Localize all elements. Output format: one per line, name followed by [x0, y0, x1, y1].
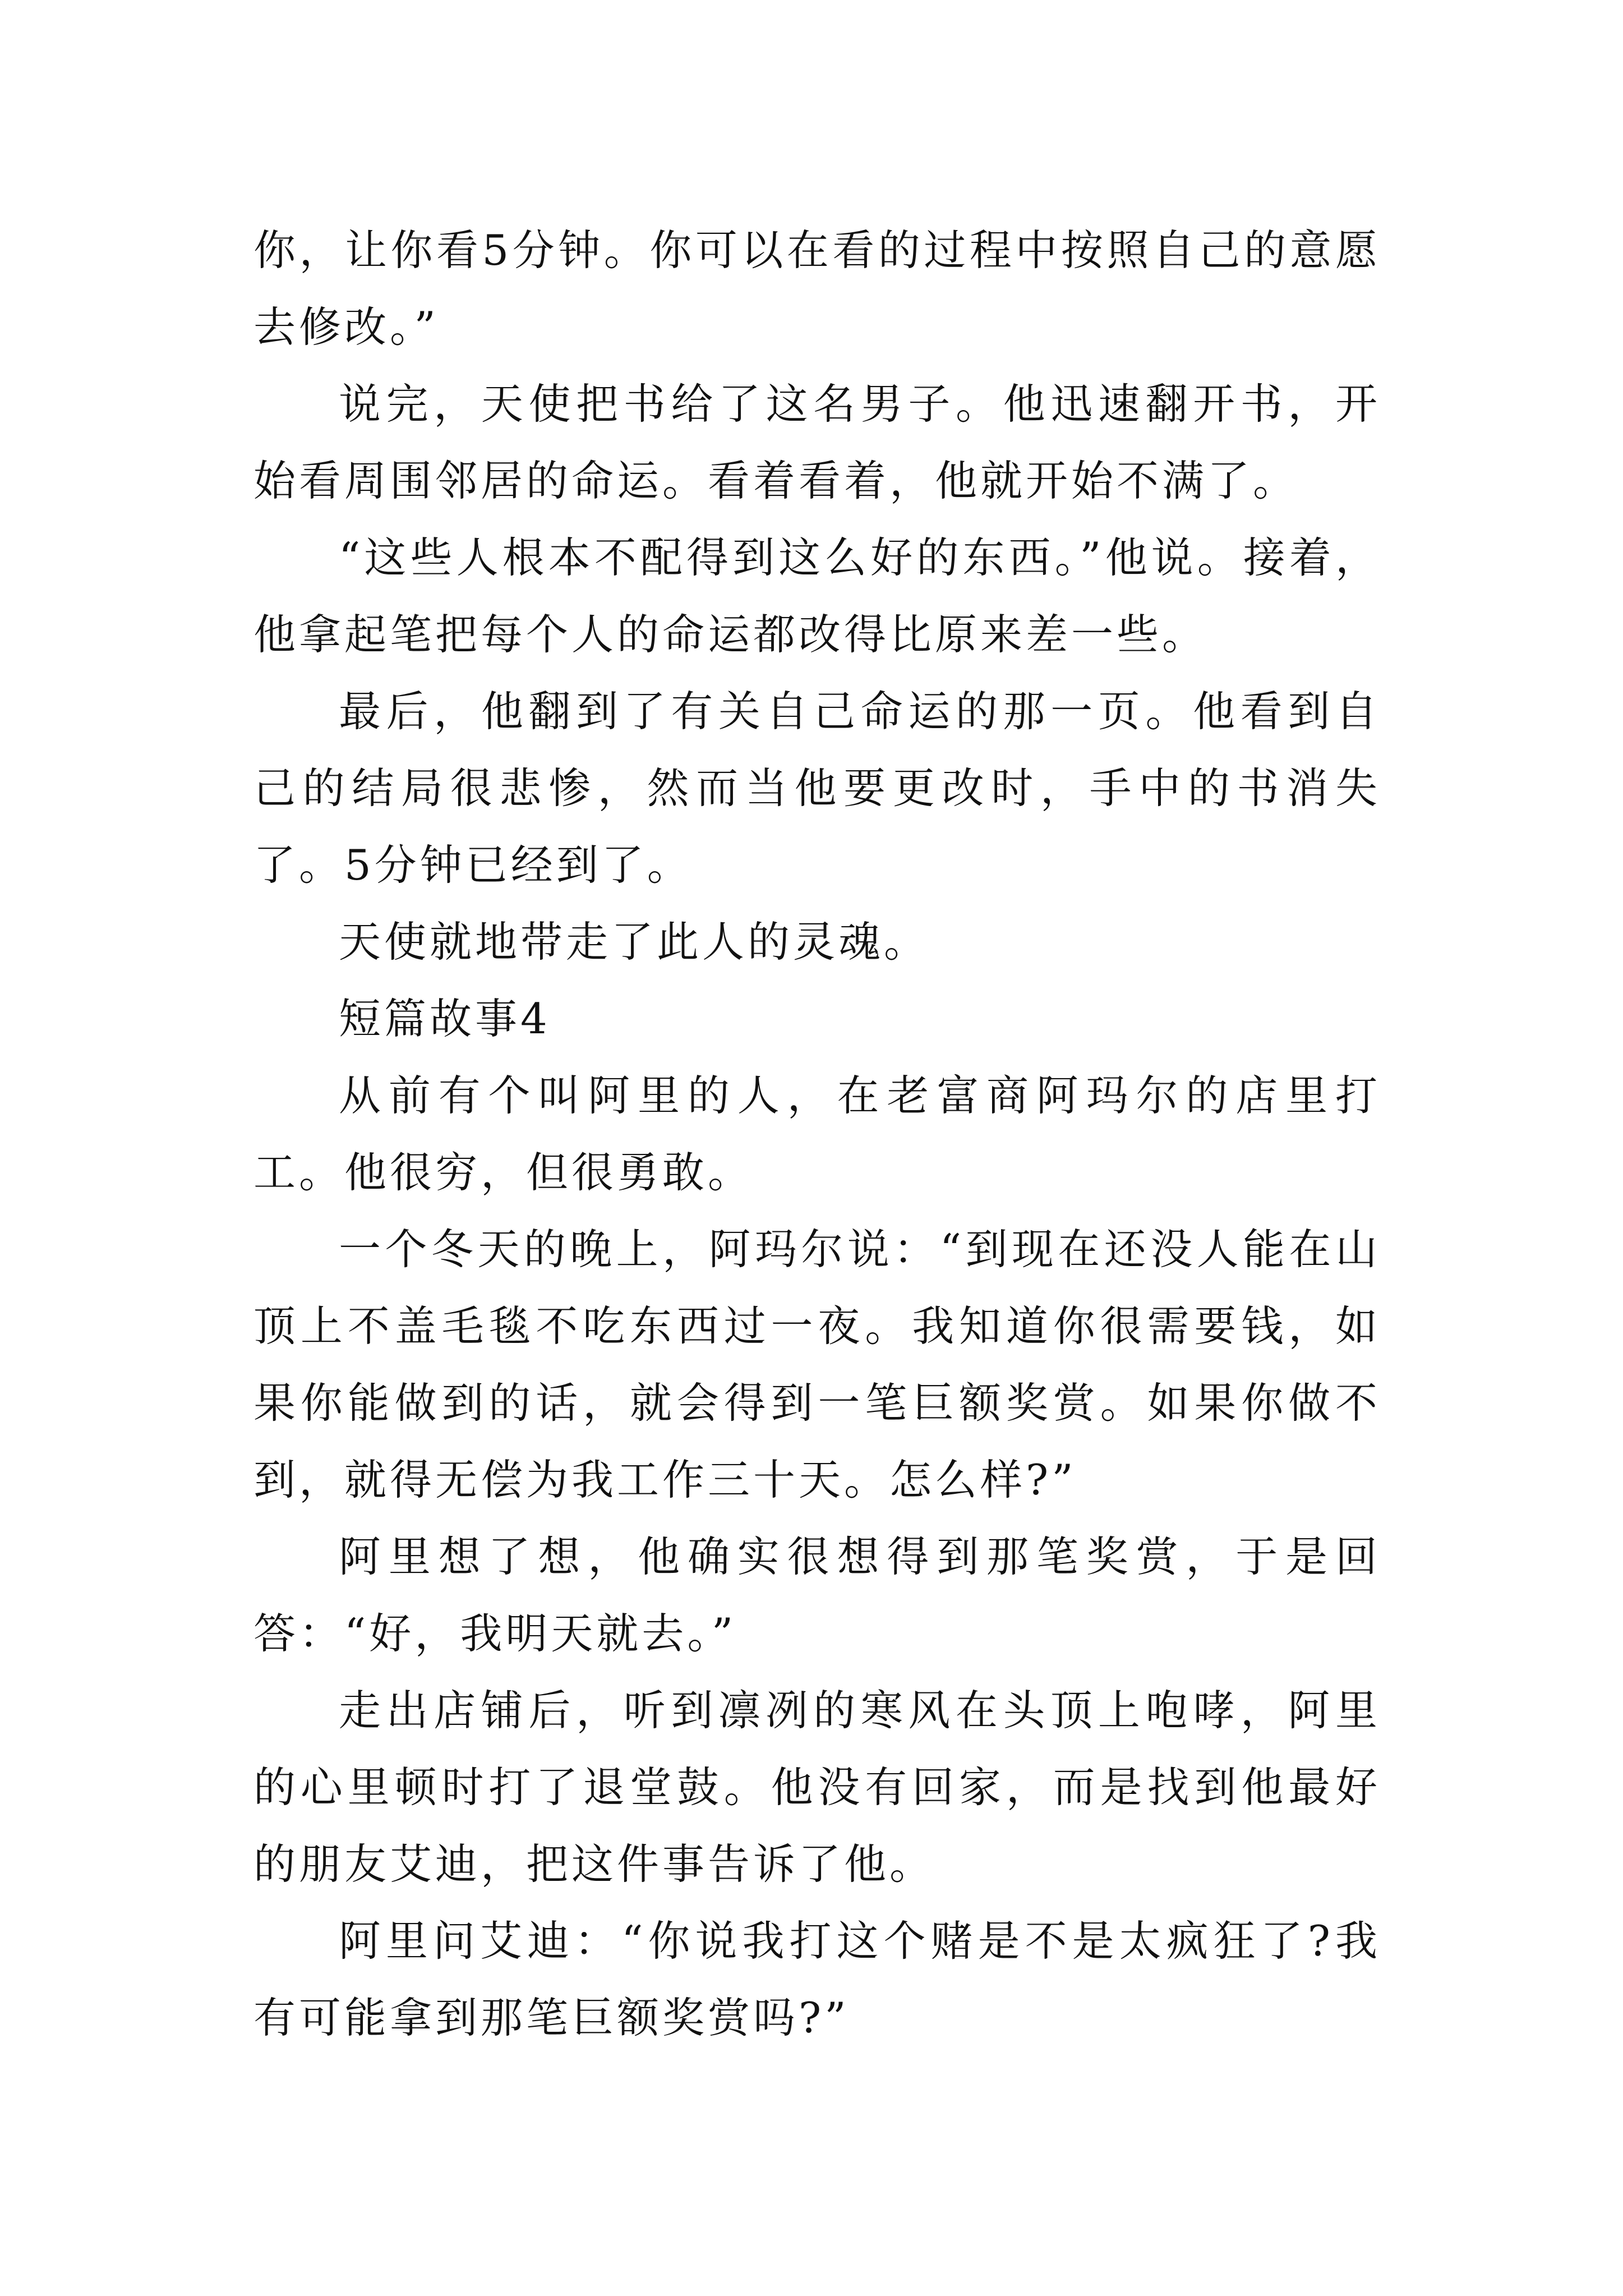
paragraph-7: 从前有个叫阿里的人，在老富商阿玛尔的店里打工。他很穷，但很勇敢。 [253, 1071, 1381, 1197]
paragraph-4: 最后，他翻到了有关自己命运的那一页。他看到自己的结局很悲惨，然而当他要更改时，手中的书消失了。5分钟已经到了。 [253, 687, 1381, 890]
paragraph-9: 阿里想了想，他确实很想得到那笔奖赏，于是回答：“好，我明天就去。” [253, 1532, 1381, 1658]
paragraph-8: 一个冬天的晚上，阿玛尔说：“到现在还没人能在山顶上不盖毛毯不吃东西过一夜。我知道你很需要钱，如果你能做到的话，就会得到一笔巨额奖赏。如果你做不到，就得无偿为我工作三十天。怎么样?” [253, 1225, 1381, 1504]
paragraph-1: 你，让你看5分钟。你可以在看的过程中按照自己的意愿去修改。” [253, 226, 1381, 352]
paragraph-11: 阿里问艾迪：“你说我打这个赌是不是太疯狂了?我有可能拿到那笔巨额奖赏吗?” [253, 1916, 1381, 2042]
body-text [253, 212, 1381, 2056]
paragraph-10: 走出店铺后，听到凛冽的寒风在头顶上咆哮，阿里的心里顿时打了退堂鼓。他没有回家，而是找到他最好的朋友艾迪，把这件事告诉了他。 [253, 1686, 1381, 1889]
paragraph-2: 说完，天使把书给了这名男子。他迅速翻开书，开始看周围邻居的命运。看着看着，他就开始不满了。 [253, 379, 1381, 505]
paragraph-5: 天使就地带走了此人的灵魂。 [339, 917, 930, 967]
section-heading: 短篇故事4 [339, 994, 551, 1043]
paragraph-3: “这些人根本不配得到这么好的东西。”他说。接着，他拿起笔把每个人的命运都改得比原来差一些。 [253, 533, 1381, 659]
